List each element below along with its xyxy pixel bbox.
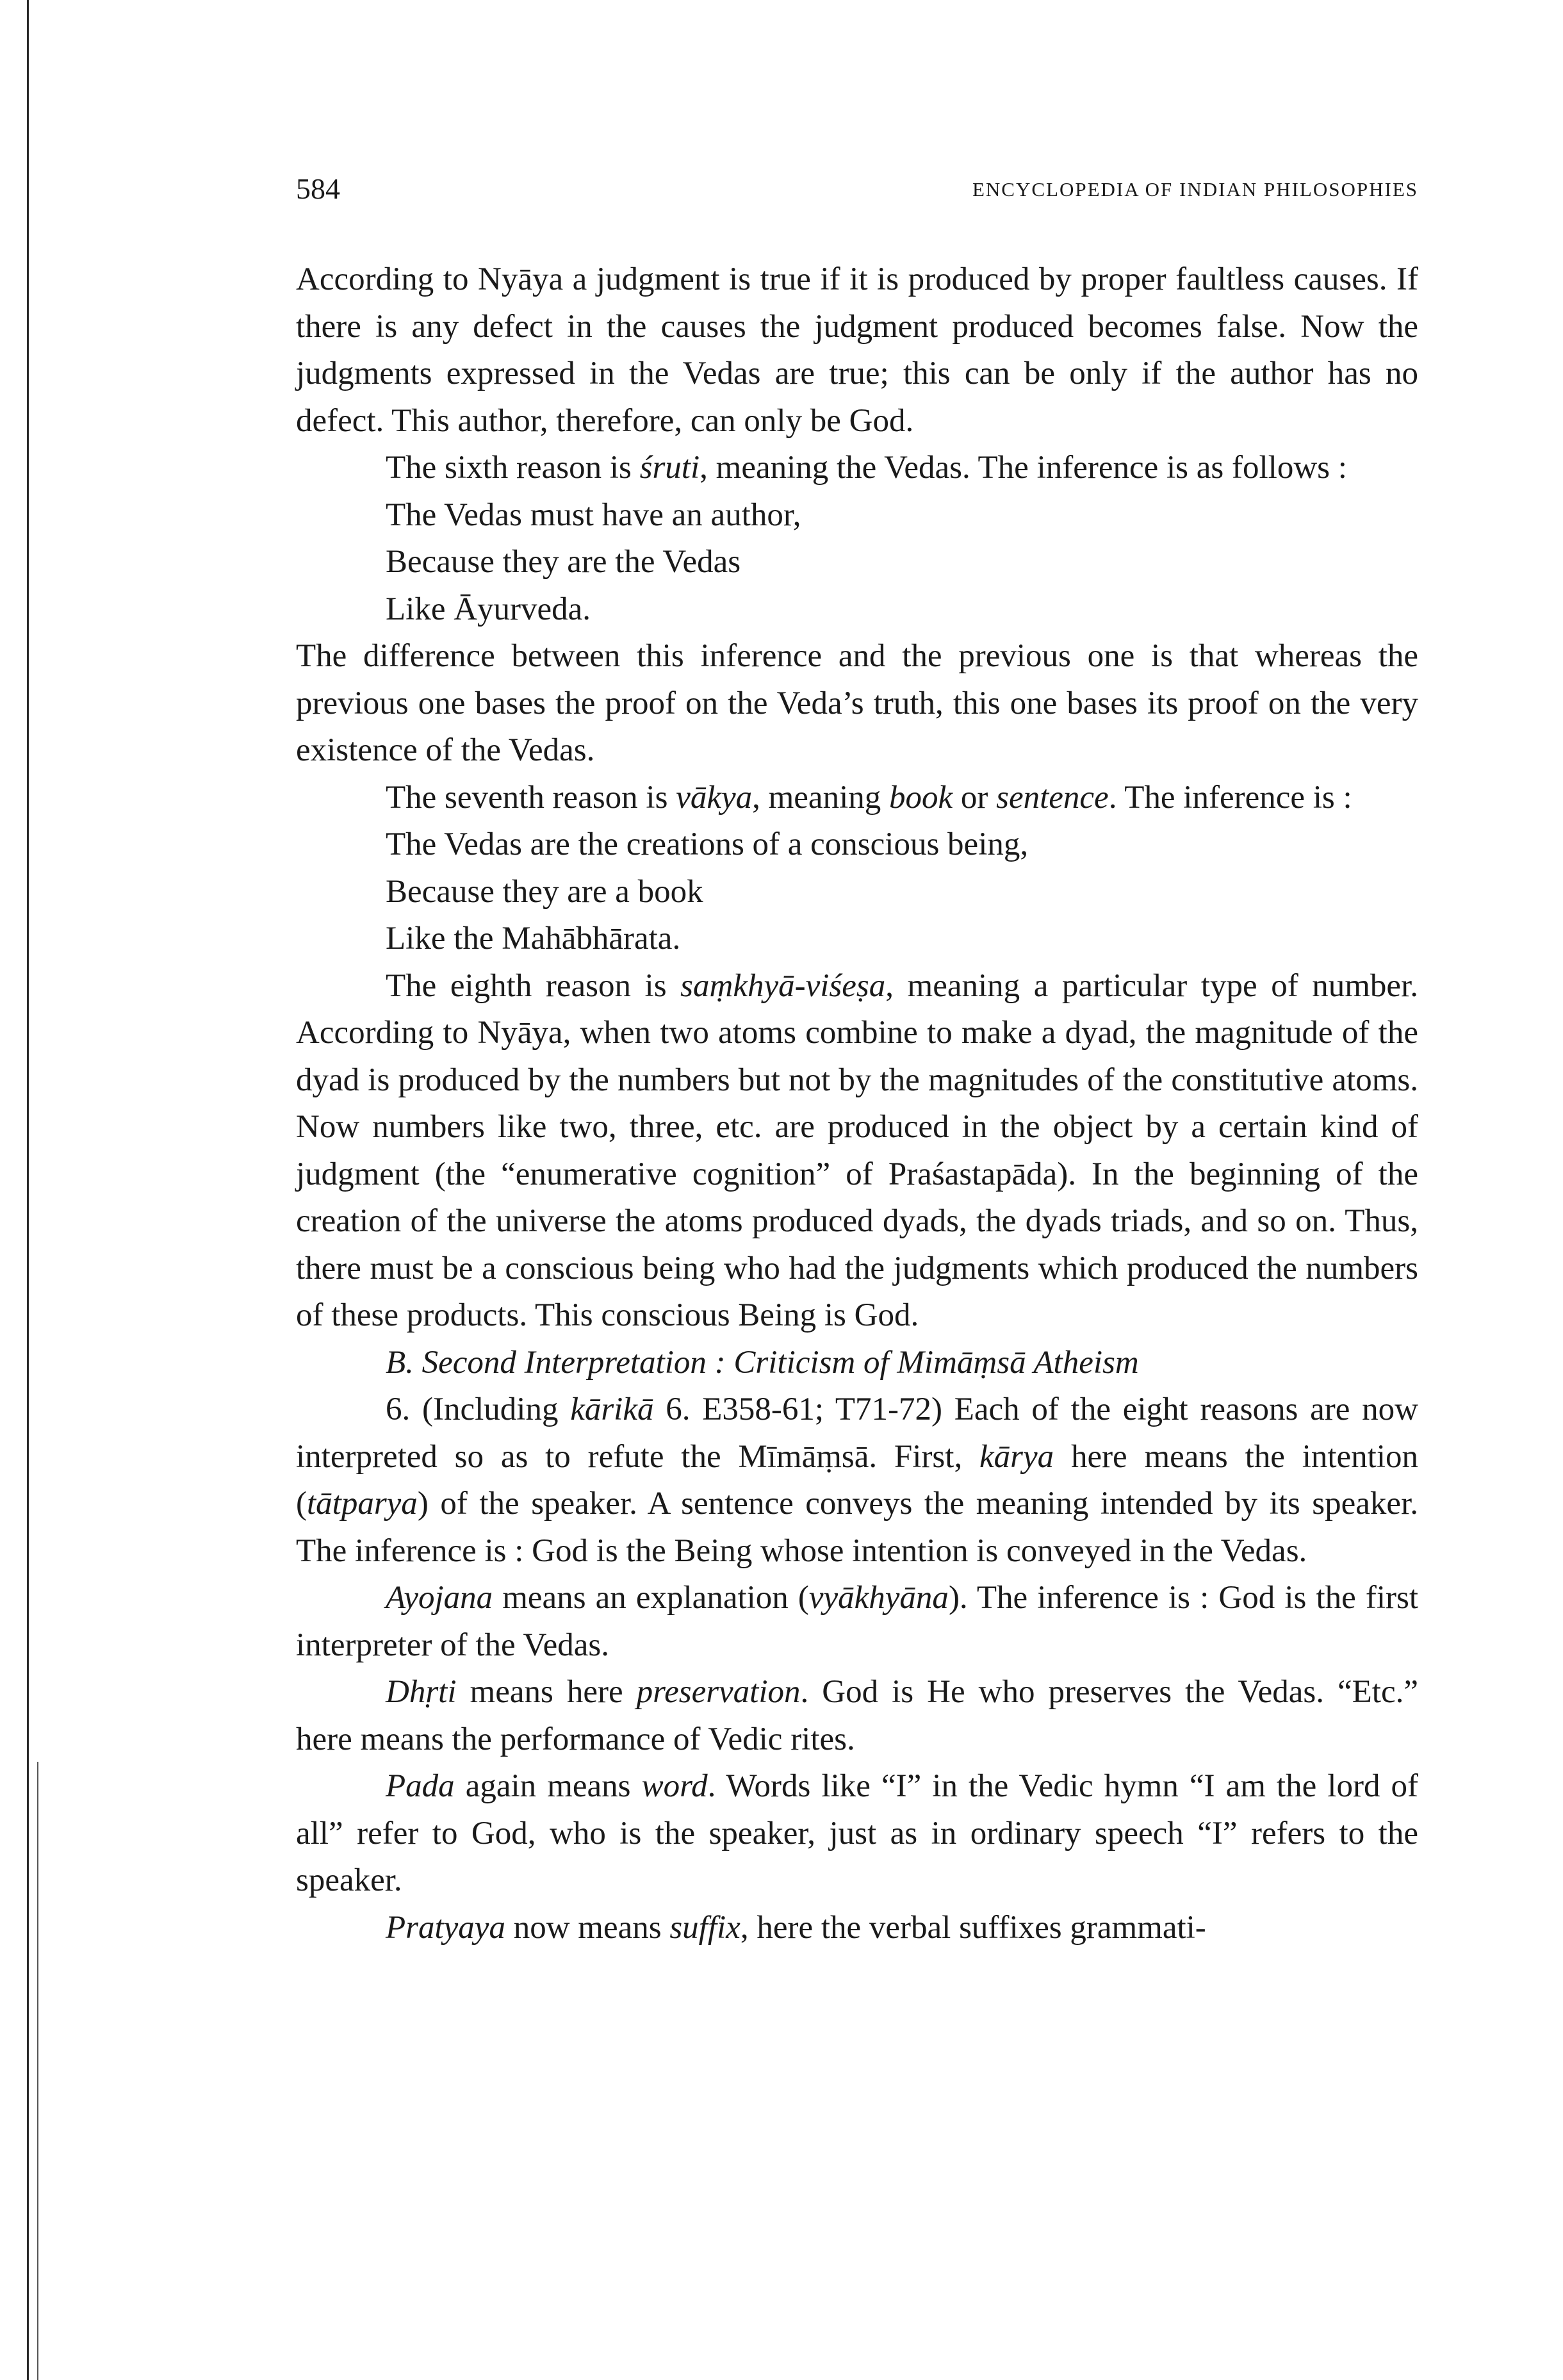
paragraph: Dhṛti means here preservation. God is He who preserves the Vedas. “Etc.” here means the performance of Vedic rites. [296,1674,1418,1757]
running-head: ENCYCLOPEDIA OF INDIAN PHILOSOPHIES [972,178,1418,201]
paragraph: Pada again means word. Words like “I” in the Vedic hymn “I am the lord of all” refer to God, who is the speaker, just as in ordinary speech “I” refers to the speaker. [296,1768,1419,1898]
term: kārya [979,1438,1054,1475]
paragraph: The eighth reason is saṃkhyā-viśeṣa, meaning a particular type of number. According to Nyāya, when two atoms combine to make a dyad, the magnitude of the dyad is produced by the numbers but not by the magnitudes of the constitutive atoms. Now numbers like two, three, etc. are produced in the object by a certain kind of judgment (the “enumerative cognition” of Praśastapāda). In the beginning of the creation of the universe the atoms produced dyads, the dyads triads, and so on. Thus, there must be a conscious being who had the judgments which produced the numbers of these products. This conscious Being is God. [296,967,1418,1333]
term: vākya [676,779,753,816]
term: Pratyaya [386,1909,505,1946]
term: śruti [639,450,700,486]
paragraph: The sixth reason is śruti, meaning the Vedas. The inference is as follows : [386,450,1347,486]
term: kārikā [570,1391,654,1427]
term: preservation [636,1674,801,1710]
paragraph: 6. (Including kārikā 6. E358-61; T71-72) Each of the eight reasons are now interpreted so as to refute the Mīmāṃsā. First, kārya here means the intention (tātparya) of the speaker. A sentence conveys the meaning intended by its speaker. The inference is : God is the Being whose intention is conveyed in the Vedas. [296,1391,1419,1569]
term: saṃkhyā-viśeṣa [680,967,886,1004]
scan-edge-line-inner [37,1762,38,2380]
paragraph: Ayojana means an explanation (vyākhyāna). The inference is : God is the first interpreter of the Vedas. [296,1580,1419,1663]
term: book [889,779,953,816]
paragraph: Pratyaya now means suffix, here the verbal suffixes grammati- [386,1909,1206,1946]
term: tātparya [306,1486,418,1522]
inference-verse [296,821,1418,963]
paragraph: The difference between this inference and the previous one is that whereas the previous one bases the proof on the Veda’s truth, this one bases its proof on the very existence of the Vedas. [296,638,1418,768]
scan-edge-line [27,0,29,2380]
section-subheading: B. Second Interpretation : Criticism of Mimāṃsā Atheism [386,1344,1139,1381]
term: Pada [386,1768,455,1804]
paragraph: The seventh reason is vākya, meaning book or sentence. The inference is : [386,779,1352,816]
term: word [641,1768,708,1804]
paragraph: According to Nyāya a judgment is true if it is produced by proper faultless causes. If there is any defect in the causes the judgment produced becomes false. Now the judgments expressed in the Vedas are true; this can be only if the author has no defect. This author, therefore, can only be God. [296,261,1418,439]
term: sentence [996,779,1109,816]
verse-line: The Vedas are the creations of a conscious being, [386,826,1029,862]
term: Dhṛti [386,1674,457,1710]
verse-line: Like Āyurveda. [386,591,591,627]
verse-line: Because they are a book [386,873,703,910]
page-header [296,172,1418,217]
term: vyākhyāna [808,1580,949,1616]
term: suffix [669,1909,741,1946]
page-number: 584 [296,172,340,205]
inference-verse [296,492,1418,634]
verse-line: The Vedas must have an author, [386,497,801,533]
page-body [296,256,1418,1951]
verse-line: Like the Mahābhārata. [386,921,681,956]
verse-line: Because they are the Vedas [386,544,741,580]
term: Ayojana [386,1580,493,1616]
